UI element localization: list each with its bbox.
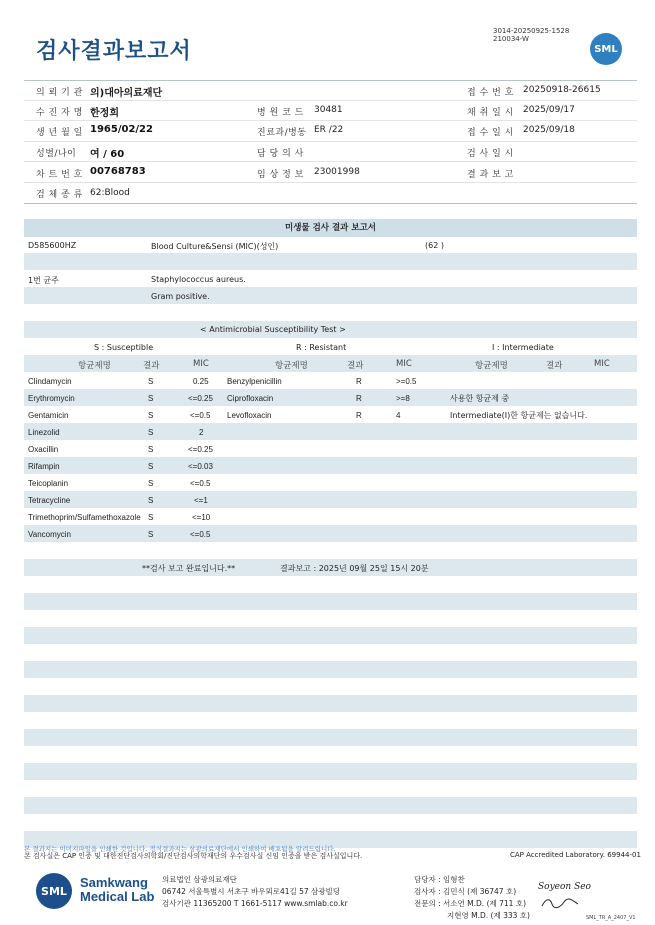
test-date-label: 검 사 일 시 <box>467 149 514 159</box>
notice-image-print: 본 결과지는 이미지파일을 인쇄한 것입니다. 정식결과지는 삼광의료재단에서 인쇄하여 배포됨을 알려드립니다. <box>24 845 336 853</box>
section-header <box>24 219 637 237</box>
doctor-label: 담 당 의 사 <box>257 149 304 159</box>
drug-name: Ciprofloxacin <box>227 394 274 403</box>
brand-name <box>80 876 154 904</box>
test-name: Blood Culture&Sensi (MIC)(성인) <box>151 242 279 251</box>
staff-value: 서소연 M.D. (제 711 호) <box>443 899 526 908</box>
request-org-value: 의)대아의료재단 <box>90 88 163 99</box>
receipt-no-label: 접 수 번 호 <box>467 88 514 98</box>
clinical-value: 23001998 <box>314 167 360 177</box>
signature: Soyeon Seo <box>538 882 591 892</box>
dept-value: ER /22 <box>314 125 344 135</box>
name-label: 수 진 자 명 <box>36 108 83 118</box>
drug-name: Trimethoprim/Sulfamethoxazole <box>28 513 141 522</box>
specimen-label: 검 체 종 류 <box>36 190 83 200</box>
org-info <box>162 874 348 910</box>
drug-mic: 4 <box>396 411 401 420</box>
drug-mic: <=0.25 <box>188 394 213 403</box>
col-drug-2: 항균제명 <box>275 361 308 371</box>
drug-name: Gentamicin <box>28 411 69 420</box>
row-band <box>24 389 637 406</box>
row-band <box>24 423 637 440</box>
organism-name: Staphylococcus aureus. <box>151 275 246 284</box>
drug-result: S <box>148 394 154 403</box>
brand-line1: Samkwang <box>80 875 148 890</box>
test-code: D585600HZ <box>28 241 77 250</box>
request-org-label: 의 뢰 기 관 <box>36 88 83 98</box>
drug-mic: <=1 <box>194 496 208 505</box>
drug-result: S <box>148 428 154 437</box>
collect-date-value: 2025/09/17 <box>523 105 575 115</box>
drug-name: Benzylpenicillin <box>227 377 282 386</box>
drug-mic: >=8 <box>396 394 410 403</box>
staff-value: 임형찬 <box>443 875 465 884</box>
cap-accreditation: CAP Accredited Laboratory. 69944-01 <box>510 851 641 859</box>
chart-no-value: 00768783 <box>90 166 146 177</box>
row-band <box>24 661 637 678</box>
col-drug-3: 항균제명 <box>475 361 508 371</box>
legend-resistant: R : Resistant <box>296 343 347 352</box>
drug-mic: 2 <box>199 428 204 437</box>
clinical-label: 임 상 정 보 <box>257 170 304 180</box>
sml-logo-icon: SML <box>590 33 622 65</box>
row-band <box>24 627 637 644</box>
col-mic-2: MIC <box>396 359 412 369</box>
staff-label: 검사자 : <box>414 887 441 896</box>
drug-result: R <box>356 377 362 386</box>
staff-value: 지현영 M.D. (제 333 호) <box>447 911 530 920</box>
org-contact: 검사기관 11365200 T 1661-5117 www.smlab.co.kr <box>162 899 348 908</box>
row-band <box>24 593 637 610</box>
hospital-code-value: 30481 <box>314 105 343 115</box>
row-band <box>24 763 637 780</box>
row-band <box>24 491 637 508</box>
drug-result: S <box>148 479 154 488</box>
document-id-line2: 210034-W <box>493 35 529 43</box>
org-address: 06742 서울특별시 서초구 바우뫼로41길 57 삼광빌딩 <box>162 887 341 896</box>
receipt-date-value: 2025/09/18 <box>523 125 575 135</box>
dob-value: 1965/02/22 <box>90 124 153 135</box>
drug-name: Levofloxacin <box>227 411 272 420</box>
notice-accreditation: 본 검사실은 CAP 인증 및 대한진단검사의학회/진단검사의학재단의 우수검사실 신임 인증을 받은 검사실입니다. <box>24 852 363 860</box>
divider <box>24 80 637 81</box>
drug-name: Erythromycin <box>28 394 75 403</box>
drug-mic: 0.25 <box>193 377 209 386</box>
drug-mic: <=0.03 <box>188 462 213 471</box>
staff-info <box>414 874 530 922</box>
sex-age-label: 성별/나이 <box>36 149 77 159</box>
drug-name: Clindamycin <box>28 377 72 386</box>
chart-no-label: 차 트 번 호 <box>36 170 83 180</box>
col-drug-1: 항균제명 <box>78 361 111 371</box>
drug-name: Linezolid <box>28 428 60 437</box>
document-id-line1: 3014-20250925-1528 <box>493 27 570 35</box>
signature-scribble-icon <box>540 896 580 910</box>
dob-label: 생 년 월 일 <box>36 128 83 138</box>
drug-mic: <=0.25 <box>188 445 213 454</box>
drug-mic: <=0.5 <box>190 411 211 420</box>
row-band <box>24 457 637 474</box>
col-result-1: 결과 <box>143 361 160 371</box>
page-title: 검사결과보고서 <box>36 39 192 64</box>
section-title: 미생물 검사 결과 보고서 <box>285 223 376 233</box>
document-id <box>493 27 569 43</box>
divider <box>24 182 637 183</box>
drug-result: S <box>148 411 154 420</box>
row-band <box>24 695 637 712</box>
sex-age-value: 여 / 60 <box>90 149 125 160</box>
ast-title: < Antimicrobial Susceptibility Test > <box>200 325 346 334</box>
row-band <box>24 253 637 270</box>
drug-name: Tetracycline <box>28 496 71 505</box>
drug-result: S <box>148 513 154 522</box>
drug-mic: >=0.5 <box>396 377 417 386</box>
divider <box>24 120 637 121</box>
test-number: (62 ) <box>425 241 444 250</box>
intermediate-note-line2: Intermediate(I)한 항균제는 없습니다. <box>450 411 588 420</box>
form-code: SML_TR_A_2407_V1 <box>586 915 636 921</box>
row-band <box>24 729 637 746</box>
drug-result: S <box>148 445 154 454</box>
staff-label: 담당자 : <box>414 875 441 884</box>
completion-text: **검사 보고 완료입니다.** <box>142 564 236 573</box>
row-band <box>24 797 637 814</box>
drug-mic: <=0.5 <box>190 479 211 488</box>
drug-result: R <box>356 394 362 403</box>
col-result-3: 결과 <box>546 361 563 371</box>
drug-result: S <box>148 530 154 539</box>
col-result-2: 결과 <box>347 361 364 371</box>
divider <box>24 161 637 162</box>
receipt-date-label: 접 수 일 시 <box>467 128 514 138</box>
completion-time: 결과보고 : 2025년 09월 25일 15시 20분 <box>280 564 429 573</box>
brand-line2: Medical Lab <box>80 889 155 904</box>
staff-label: 전문의 : <box>414 899 441 908</box>
staff-value: 김민식 (제 36747 호) <box>443 887 517 896</box>
org-name: 의료법인 삼광의료재단 <box>162 875 237 884</box>
drug-mic: <=0.5 <box>190 530 211 539</box>
drug-result: R <box>356 411 362 420</box>
row-band <box>24 287 637 304</box>
name-value: 한정희 <box>90 108 119 119</box>
organism-gram: Gram positive. <box>151 292 210 301</box>
legend-susceptible: S : Susceptible <box>94 343 154 352</box>
divider <box>24 203 637 204</box>
legend-intermediate: I : Intermediate <box>492 343 554 352</box>
result-report-label: 결 과 보 고 <box>467 170 514 180</box>
col-mic-1: MIC <box>193 359 209 369</box>
drug-result: S <box>148 377 154 386</box>
dept-label: 진료과/병동 <box>257 128 307 138</box>
drug-mic: <=10 <box>192 513 211 522</box>
collect-date-label: 채 취 일 시 <box>467 108 514 118</box>
organism-label: 1번 균주 <box>28 276 59 285</box>
sml-logo-icon: SML <box>36 873 72 909</box>
drug-name: Vancomycin <box>28 530 71 539</box>
hospital-code-label: 병 원 코 드 <box>257 108 304 118</box>
divider <box>24 141 637 142</box>
row-band <box>24 525 637 542</box>
drug-name: Rifampin <box>28 462 60 471</box>
drug-name: Teicoplanin <box>28 479 69 488</box>
intermediate-note-line1: 사용한 항균제 중 <box>450 394 510 403</box>
drug-name: Oxacillin <box>28 445 59 454</box>
col-mic-3: MIC <box>594 359 610 369</box>
specimen-value: 62:Blood <box>90 188 130 198</box>
divider <box>24 100 637 101</box>
drug-result: S <box>148 462 154 471</box>
drug-result: S <box>148 496 154 505</box>
receipt-no-value: 20250918-26615 <box>523 85 601 95</box>
